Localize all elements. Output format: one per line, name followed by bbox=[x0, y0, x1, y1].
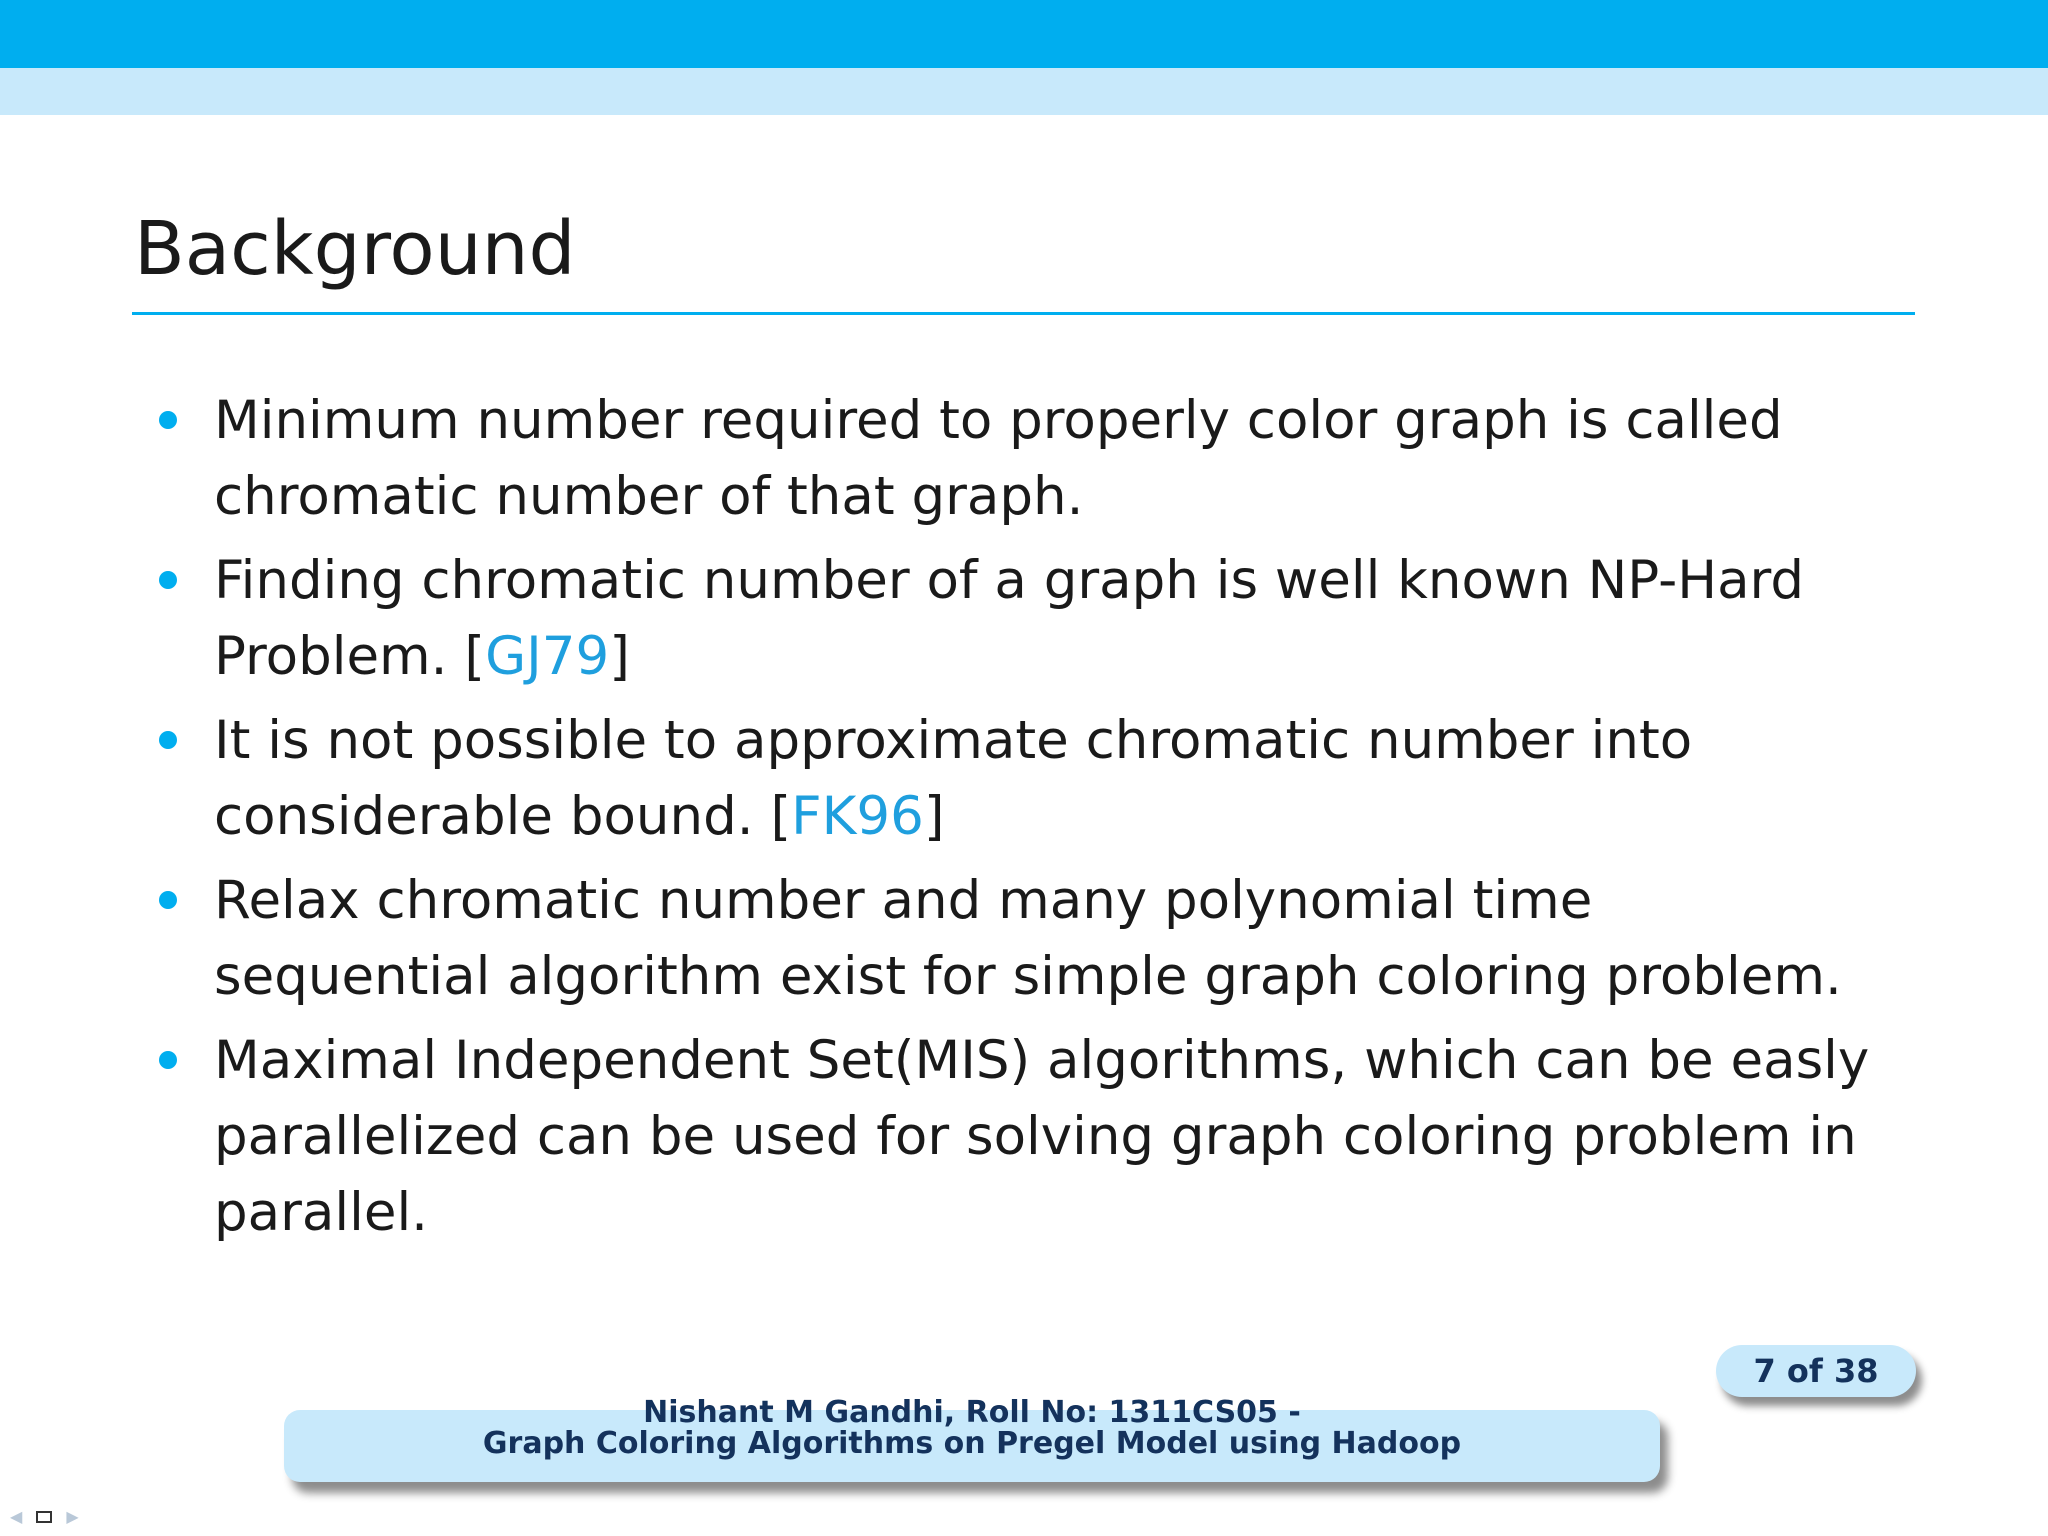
bullet-item bbox=[153, 543, 1873, 695]
bullet-list bbox=[153, 383, 1873, 1259]
citation-open-bracket: [ bbox=[770, 786, 792, 847]
bullet-dot-icon bbox=[159, 891, 177, 909]
frame-title: Background bbox=[134, 206, 576, 292]
bullet-dot-icon bbox=[159, 731, 177, 749]
bullet-dot-icon bbox=[159, 1051, 177, 1069]
bullet-item bbox=[153, 1023, 1873, 1251]
citation-open-bracket: [ bbox=[464, 626, 486, 687]
bullet-text: Maximal Independent Set(MIS) algorithms, which can be easly parallelized can be used for solving graph coloring problem in parallel. bbox=[214, 1030, 1870, 1243]
bullet-text: Minimum number required to properly color graph is called chromatic number of that graph. bbox=[214, 390, 1783, 527]
bullet-dot-icon bbox=[159, 411, 177, 429]
citation-close-bracket: ] bbox=[923, 786, 945, 847]
bullet-dot-icon bbox=[159, 571, 177, 589]
frame-square-icon[interactable] bbox=[36, 1511, 52, 1523]
title-underline bbox=[132, 312, 1915, 315]
bullet-text: It is not possible to approximate chromatic number into considerable bound. bbox=[214, 710, 1693, 847]
header-subbar bbox=[0, 68, 2048, 115]
citation-close-bracket: ] bbox=[609, 626, 630, 687]
bullet-text: Finding chromatic number of a graph is well known NP-Hard Problem. bbox=[214, 550, 1805, 687]
footer-author-line: Nishant M Gandhi, Roll No: 1311CS05 - bbox=[643, 1395, 1301, 1430]
citation-link-fk96[interactable]: FK96 bbox=[791, 786, 924, 847]
header-bar bbox=[0, 0, 2048, 68]
bullet-item bbox=[153, 703, 1873, 855]
bullet-text: Relax chromatic number and many polynomial time sequential algorithm exist for simple graph coloring problem. bbox=[214, 870, 1842, 1007]
triangle-left-icon[interactable]: ◀ bbox=[10, 1507, 23, 1526]
bullet-item bbox=[153, 383, 1873, 535]
citation-link-gj79[interactable]: GJ79 bbox=[485, 626, 610, 687]
triangle-right-icon[interactable]: ▶ bbox=[66, 1507, 79, 1526]
footer-talk-title: Graph Coloring Algorithms on Pregel Model using Hadoop bbox=[482, 1426, 1462, 1461]
bullet-item bbox=[153, 863, 1873, 1015]
beamer-navigation bbox=[10, 1505, 79, 1529]
page-indicator: 7 of 38 bbox=[1716, 1345, 1916, 1397]
